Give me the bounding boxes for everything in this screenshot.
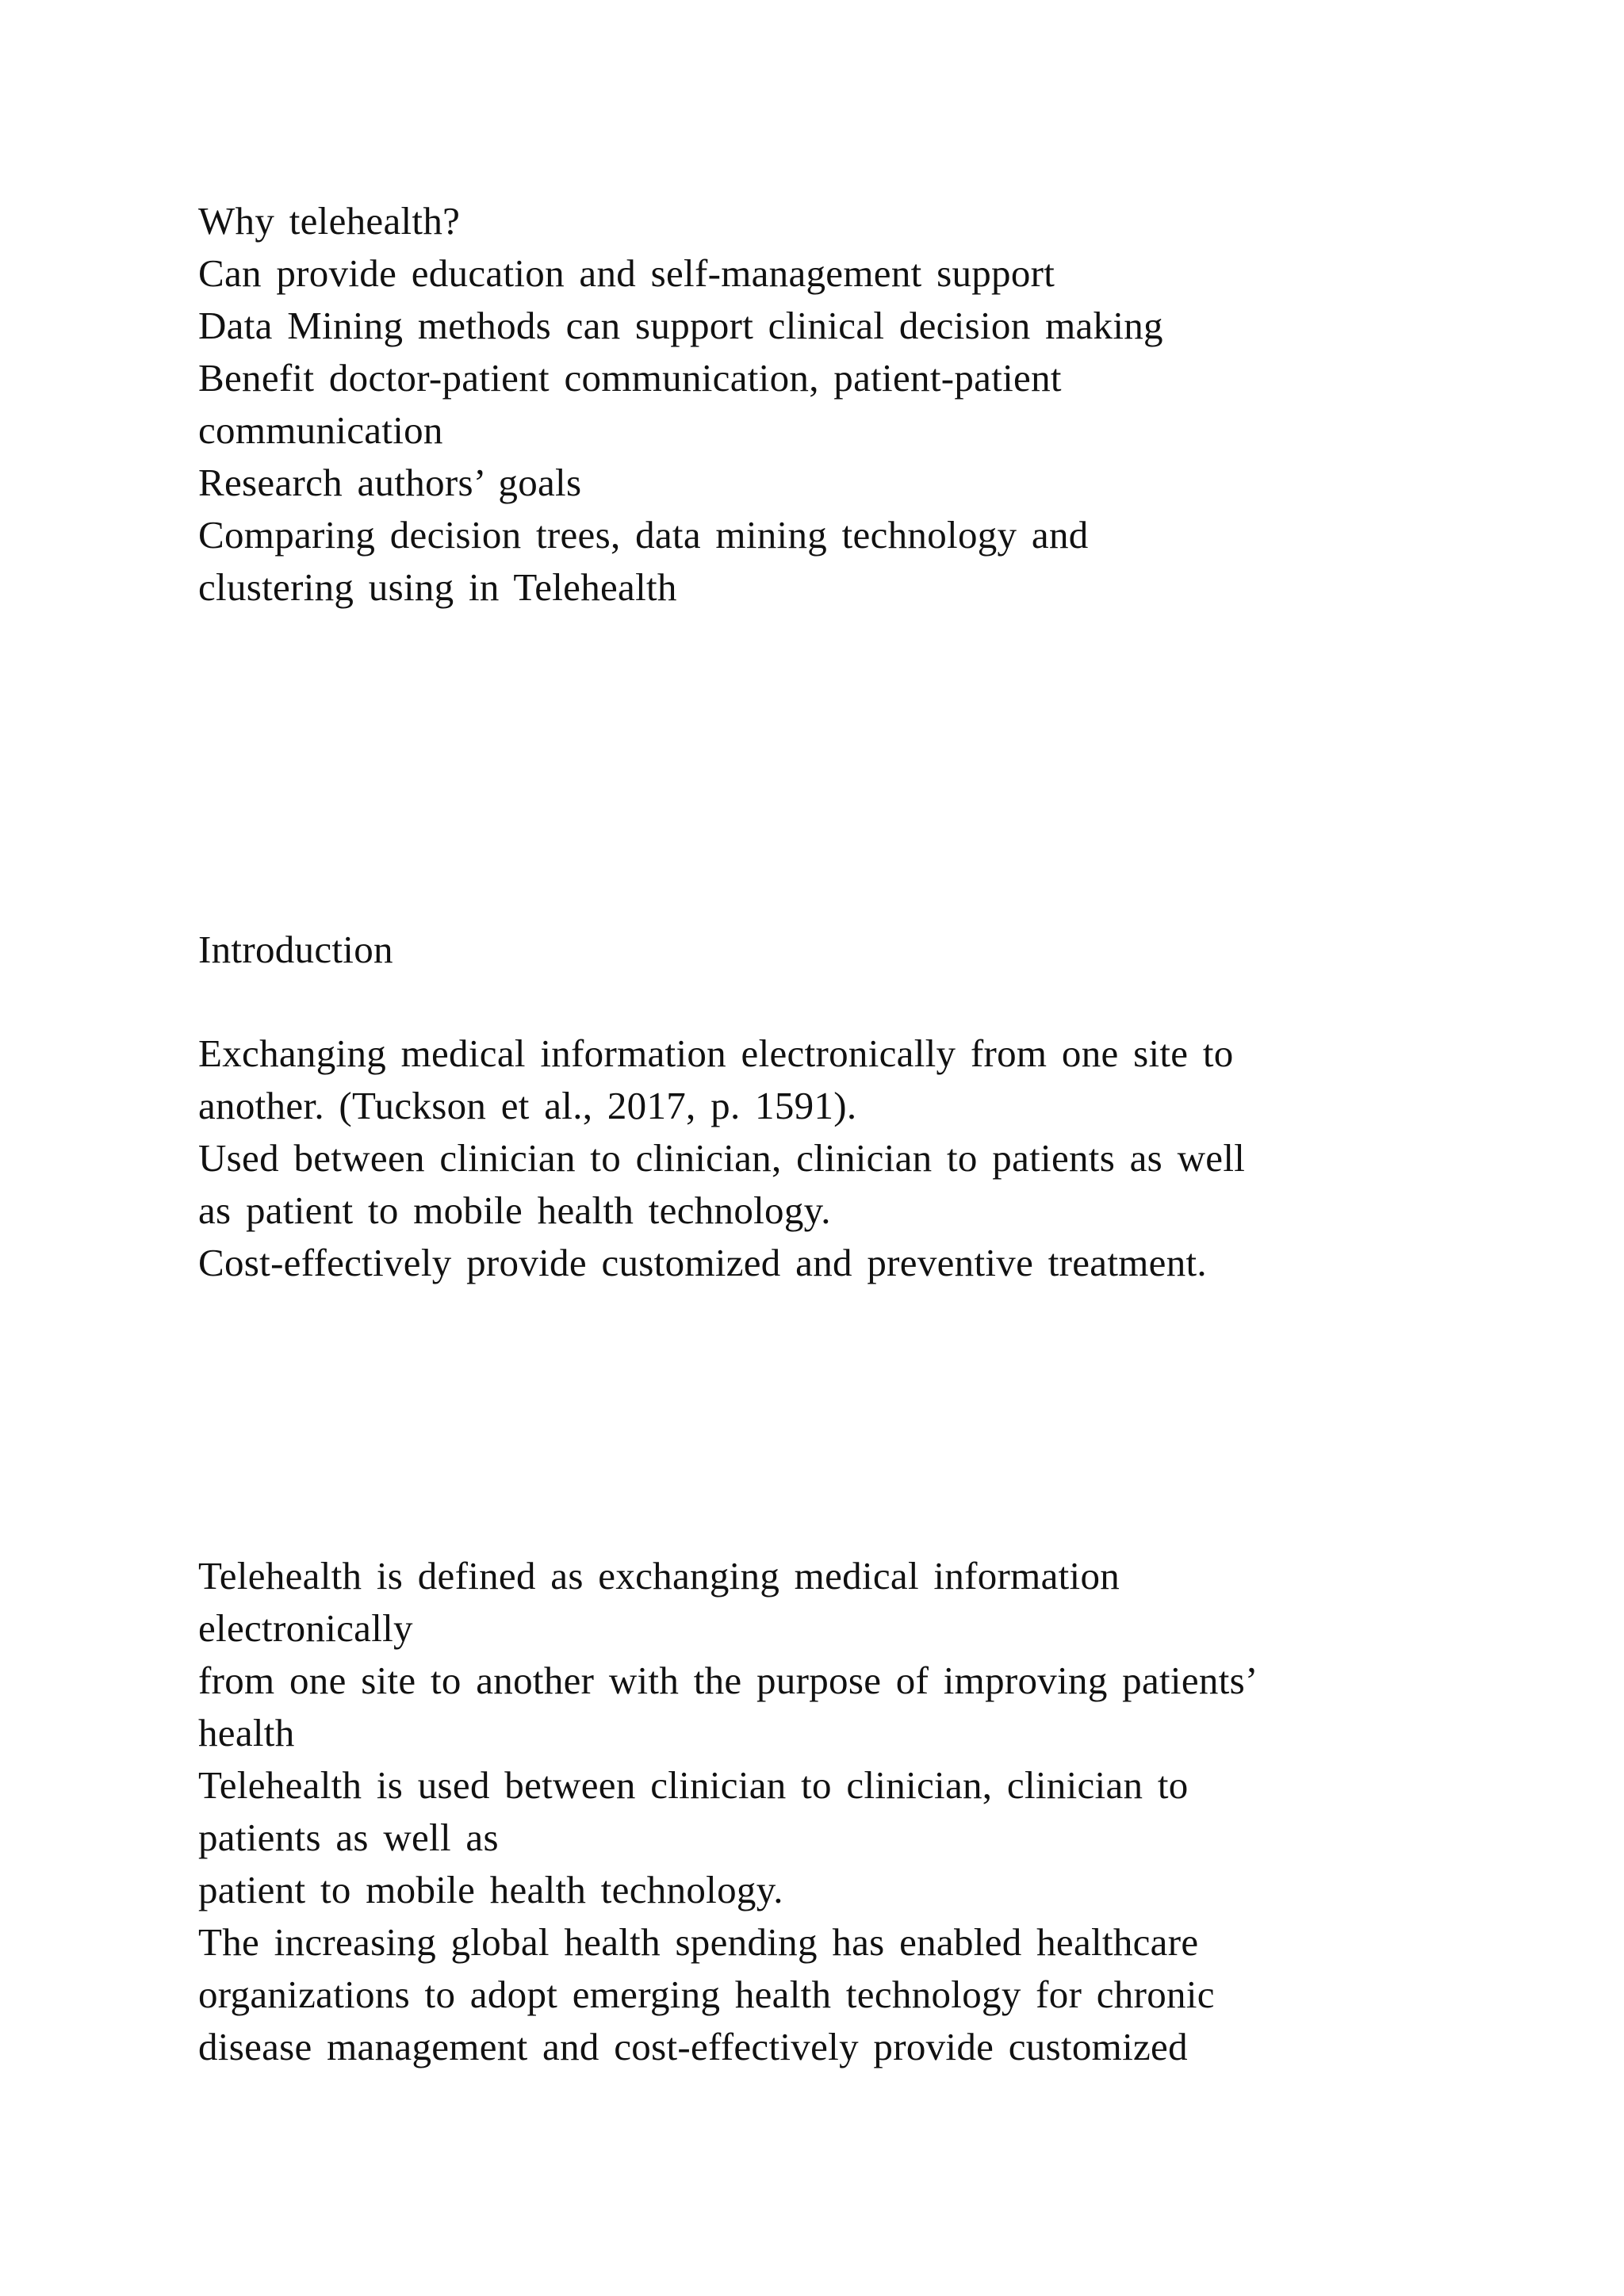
text-line: patients as well as: [198, 1816, 499, 1859]
text-line: as patient to mobile health technology.: [198, 1188, 831, 1232]
introduction-body: [198, 1027, 1546, 1289]
text-line: Research authors’ goals: [198, 461, 582, 504]
text-line: another. (Tuckson et al., 2017, p. 1591).: [198, 1084, 857, 1127]
slide-notes-why-telehealth: [198, 195, 1546, 614]
text-line: Why telehealth?: [198, 199, 461, 243]
text-line: health: [198, 1711, 295, 1755]
text-line: Cost-effectively provide customized and preventive treatment.: [198, 1241, 1207, 1284]
text-line: Used between clinician to clinician, clinician to patients as well: [198, 1136, 1246, 1180]
text-line: communication: [198, 408, 443, 452]
text-line: Can provide education and self-management support: [198, 251, 1055, 295]
text-line: patient to mobile health technology.: [198, 1868, 783, 1911]
text-line: The increasing global health spending has enabled healthcare: [198, 1920, 1199, 1964]
text-line: organizations to adopt emerging health technology for chronic: [198, 1973, 1215, 2016]
text-line: clustering using in Telehealth: [198, 565, 677, 609]
text-line: Benefit doctor-patient communication, patient-patient: [198, 356, 1062, 400]
text-line: Comparing decision trees, data mining technology and: [198, 513, 1089, 557]
text-line: from one site to another with the purpose of improving patients’: [198, 1659, 1258, 1702]
text-line: electronically: [198, 1606, 413, 1650]
telehealth-definition-body: [198, 1550, 1546, 2073]
text-line: disease management and cost-effectively provide customized: [198, 2025, 1188, 2068]
text-line: Exchanging medical information electronically from one site to: [198, 1031, 1234, 1075]
introduction-heading-block: [198, 924, 1546, 976]
text-line: Telehealth is used between clinician to clinician, clinician to: [198, 1763, 1189, 1807]
text-line: Data Mining methods can support clinical decision making: [198, 304, 1163, 347]
text-line: Telehealth is defined as exchanging medical information: [198, 1554, 1120, 1598]
section-heading: Introduction: [198, 928, 393, 971]
